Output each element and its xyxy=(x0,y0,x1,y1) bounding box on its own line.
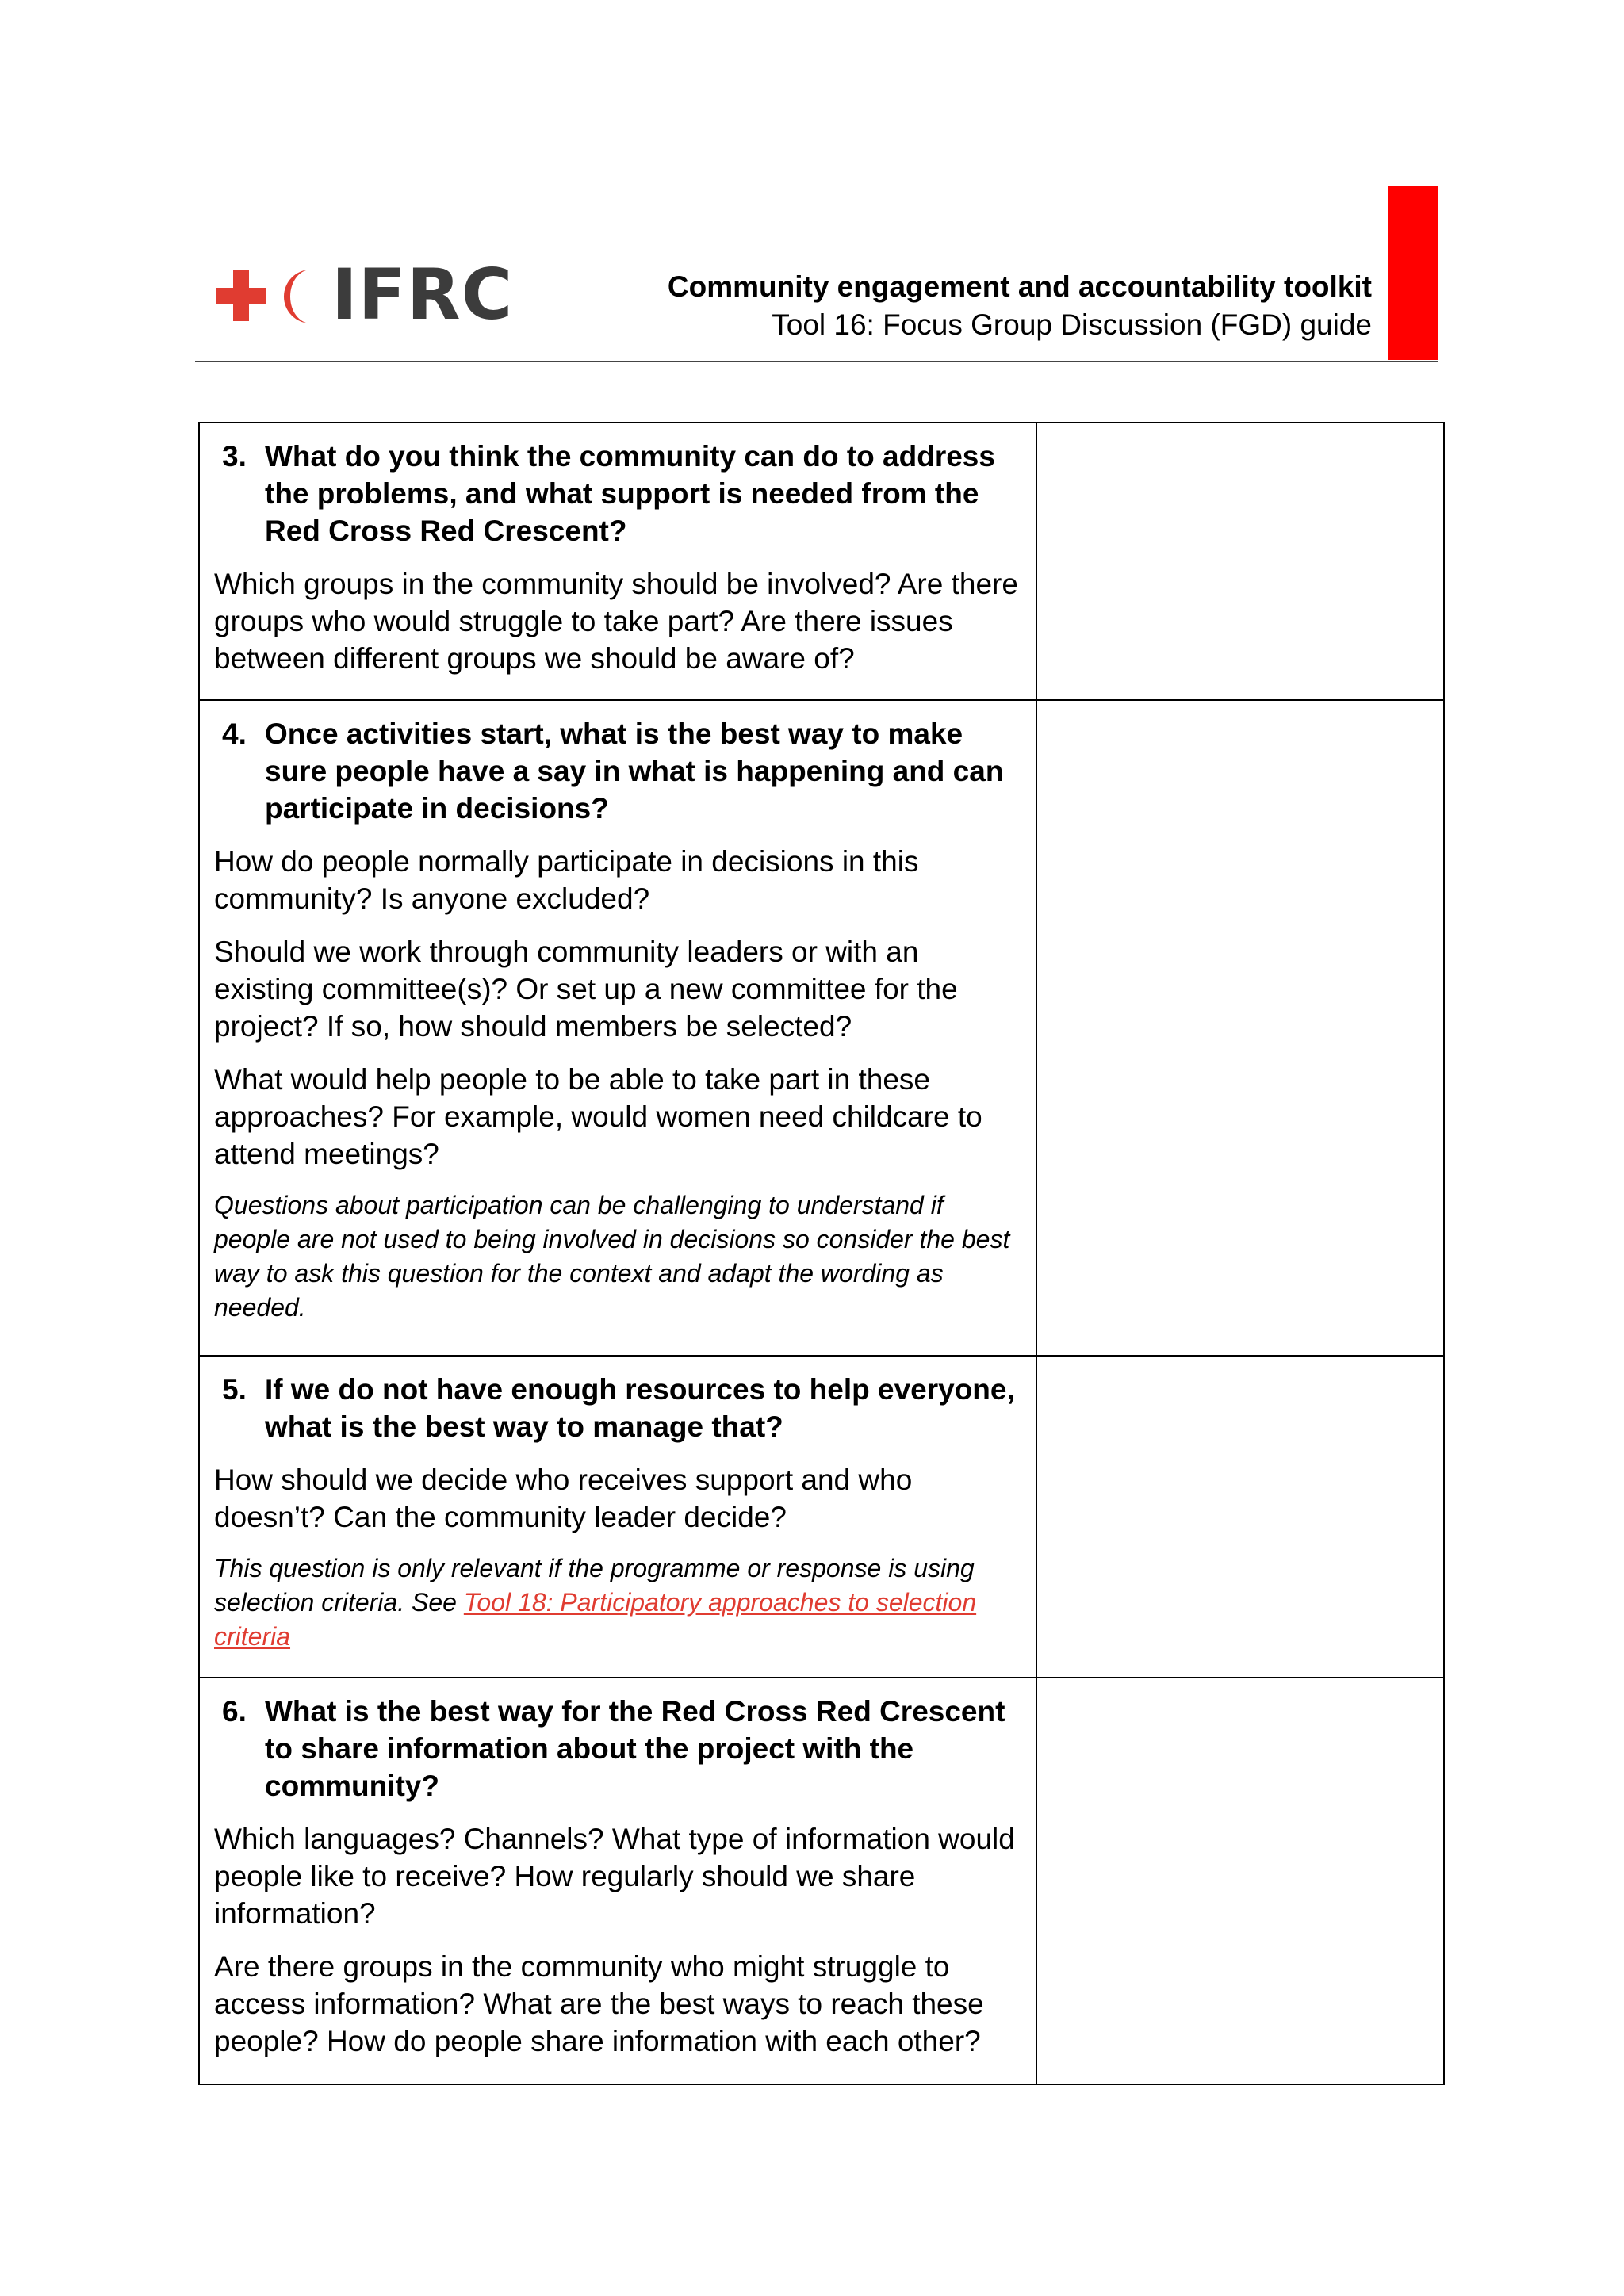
question-text: Once activities start, what is the best way to make sure people have a say in what is happening and can participate in decisions? xyxy=(265,718,1004,825)
document-title: Community engagement and accountability toolkit xyxy=(667,270,1372,303)
question-number: 5. xyxy=(222,1373,247,1406)
table-row xyxy=(199,423,1444,700)
question-heading xyxy=(214,1693,1021,1804)
table-row xyxy=(199,1356,1444,1678)
prompt-paragraph: Which groups in the community should be involved? Are there groups who would struggle to take part? Are there issues between different groups we should be aware of? xyxy=(214,568,1018,675)
question-number: 3. xyxy=(222,440,247,473)
prompt-paragraph: What would help people to be able to take part in these approaches? For example, would women need childcare to attend meetings? xyxy=(214,1063,982,1170)
answer-cell[interactable] xyxy=(1036,700,1444,1356)
question-number: 6. xyxy=(222,1695,247,1728)
question-heading xyxy=(214,438,1021,549)
question-cell xyxy=(199,423,1036,700)
question-heading xyxy=(214,1371,1021,1445)
question-text: What do you think the community can do to address the problems, and what support is needed from the Red Cross Red Crescent? xyxy=(265,440,995,547)
facilitator-note xyxy=(214,1552,1021,1654)
prompt-paragraph: How do people normally participate in decisions in this community? Is anyone excluded? xyxy=(214,845,919,915)
header-red-bar xyxy=(1388,186,1438,360)
question-number: 4. xyxy=(222,718,247,750)
answer-cell[interactable] xyxy=(1036,1678,1444,2084)
prompt-paragraph: How should we decide who receives support and who doesn’t? Can the community leader decide? xyxy=(214,1464,913,1533)
prompt-paragraph: Which languages? Channels? What type of information would people like to receive? How regularly should we share information? xyxy=(214,1823,1015,1930)
question-cell xyxy=(199,1678,1036,2084)
logo-wordmark: IFRC xyxy=(331,254,514,335)
prompt-paragraph: Should we work through community leaders or with an existing committee(s)? Or set up a new committee for the project? If so, how should members be selected? xyxy=(214,936,958,1043)
table-row xyxy=(199,700,1444,1356)
question-table xyxy=(198,422,1445,2085)
red-cross-crescent-logo-icon xyxy=(216,265,327,328)
facilitator-note: Questions about participation can be challenging to understand if people are not used to being involved in decisions so consider the best way to ask this question for the context and adapt the wording as needed. xyxy=(214,1191,1010,1322)
question-cell xyxy=(199,700,1036,1356)
tool-18-link[interactable]: Tool 18: Participatory approaches to selection criteria xyxy=(214,1588,977,1651)
document-subtitle: Tool 16: Focus Group Discussion (FGD) guide xyxy=(772,308,1372,341)
table-row xyxy=(199,1678,1444,2084)
note-text: This question is only relevant if the programme or response is using selection criteria. See xyxy=(214,1554,975,1617)
answer-cell[interactable] xyxy=(1036,423,1444,700)
answer-cell[interactable] xyxy=(1036,1356,1444,1678)
question-text: If we do not have enough resources to help everyone, what is the best way to manage that? xyxy=(265,1373,1015,1443)
header-divider xyxy=(195,361,1438,362)
prompt-paragraph: Are there groups in the community who might struggle to access information? What are the best ways to reach these people? How do people share information with each other? xyxy=(214,1950,984,2057)
question-text: What is the best way for the Red Cross Red Crescent to share information about the project with the community? xyxy=(265,1695,1005,1802)
question-cell xyxy=(199,1356,1036,1678)
question-heading xyxy=(214,715,1021,827)
